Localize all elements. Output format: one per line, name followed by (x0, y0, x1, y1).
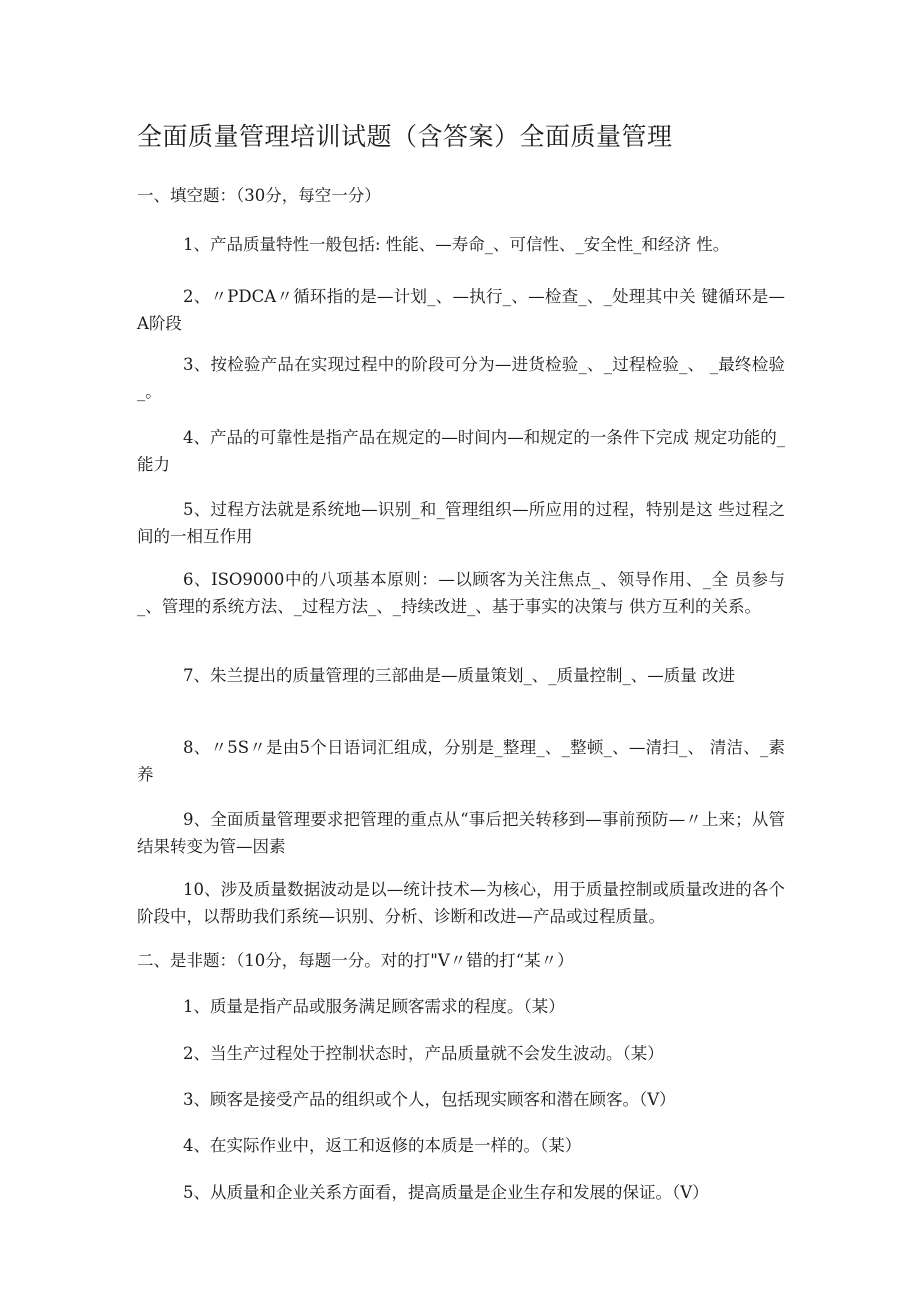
question-item: 4、产品的可靠性是指产品在规定的—时间内—和规定的一条件下完成 规定功能的_能力 (137, 428, 785, 474)
page-title: 全面质量管理培训试题（含答案）全面质量管理 (137, 122, 673, 151)
question-item: 2、〃PDCA〃循环指的是—计划_、—执行_、—检查_、_处理其中关 键循环是—A阶段 (137, 287, 785, 333)
question-item: 1、产品质量特性一般包括: 性能、—寿命_、可信性、_安全性_和经济 性。 (183, 235, 730, 254)
question-item: 6、ISO9000中的八项基本原则：—以顾客为关注焦点_、领导作用、_全 员参与_、管理的系统方法、_过程方法_、_持续改进_、基于事实的决策与 供方互利的关系。 (137, 570, 785, 616)
question-item: 7、朱兰提出的质量管理的三部曲是—质量策划_、_质量控制_、—质量 改进 (183, 666, 735, 685)
question-item: 10、涉及质量数据波动是以—统计技术—为核心，用于质量控制或质量改进的各个阶段中，以帮助我们系统—识别、分析、诊断和改进—产品或过程质量。 (137, 880, 785, 926)
question-item: 4、在实际作业中，返工和返修的本质是一样的。（某） (183, 1136, 582, 1155)
question-item: 3、顾客是接受产品的组织或个人，包括现实顾客和潜在顾客。（V） (183, 1090, 676, 1109)
section-heading-true-false: 二、是非题：（10分，每题一分。对的打"V〃错的打“某〃） (137, 951, 574, 970)
question-item: 8、〃5S〃是由5个日语词汇组成，分别是_整理_、_整顿_、—清扫_、 清洁、_素养 (137, 738, 785, 784)
question-item: 1、质量是指产品或服务满足顾客需求的程度。（某） (183, 997, 565, 1016)
question-item: 2、当生产过程处于控制状态时，产品质量就不会发生波动。（某） (183, 1044, 664, 1063)
question-item: 5、从质量和企业关系方面看，提高质量是企业生存和发展的保证。（V） (183, 1183, 709, 1202)
question-item: 5、过程方法就是系统地—识别_和_管理组织—所应用的过程，特别是这 些过程之间的一相互作用 (137, 500, 785, 546)
question-item: 9、全面质量管理要求把管理的重点从“事后把关转移到—事前预防—〃上来；从管结果转变为管—因素 (137, 810, 785, 856)
section-heading-fill-in: 一、填空题：（30分，每空一分） (137, 186, 381, 205)
question-item: 3、按检验产品在实现过程中的阶段可分为—进货检验_、_过程检验_、 _最终检验_。 (137, 355, 785, 401)
